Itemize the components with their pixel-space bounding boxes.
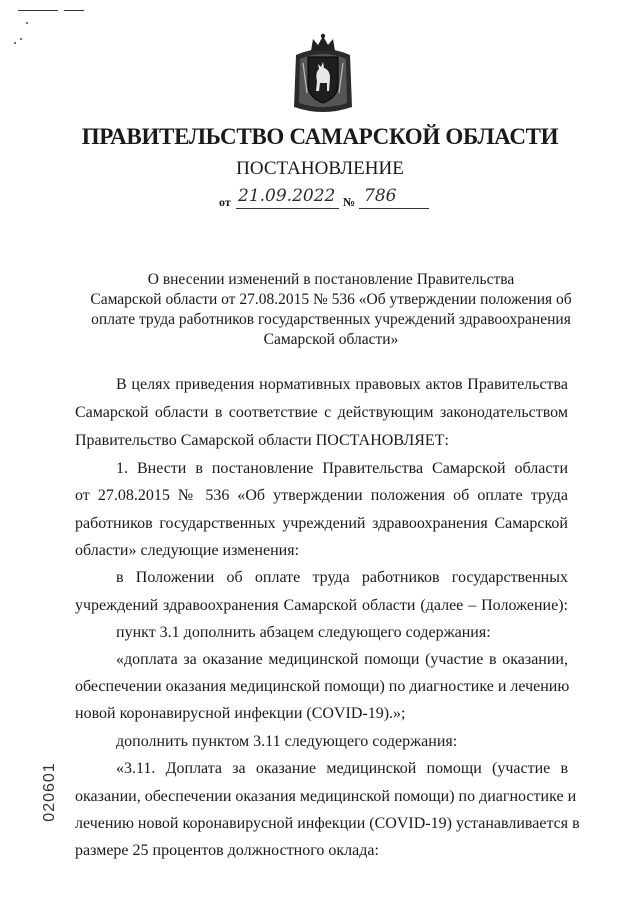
subject-line: Самарской области от 27.08.2015 № 536 «Об утверждении положения об [90,291,572,308]
body-line: области» следующие изменения: [75,542,300,559]
scan-line [64,10,84,11]
document-subject [86,270,576,350]
body-line: учреждений здравоохранения Самарской области (далее – Положение): [75,597,568,614]
subject-line: О внесении изменений в постановление Правительства [147,271,515,288]
scan-line [18,10,58,11]
body-line: пункт 3.1 дополнить абзацем следующего содержания: [116,624,491,641]
number-label: № [343,195,356,209]
scan-speck [14,42,16,44]
body-line: лечению новой коронавирусной инфекции (COVID-19) устанавливается в [75,815,580,832]
body-line: оказании, обеспечении оказания медицинской помощи) по диагностике и [75,788,577,805]
samara-coat-of-arms-icon [292,33,354,115]
body-line: работников государственных учреждений здравоохранения Самарской [75,515,568,532]
body-line: 1. Внести в постановление Правительства Самарской области [116,460,568,477]
document-type: ПОСТАНОВЛЕНИЕ [236,158,404,179]
body-line: размере 25 процентов должностного оклада: [75,842,379,859]
date-value: 21.09.2022 [238,186,336,206]
number-value: 786 [364,186,397,206]
date-number-line [219,186,439,214]
subject-line: Самарской области» [263,331,399,348]
scan-speck [20,38,22,40]
body-line: от 27.08.2015 № 536 «Об утверждении положения об оплате труда [75,487,568,504]
body-line: дополнить пунктом 3.11 следующего содержания: [116,733,458,750]
body-line: Самарской области в соответствие с действующим законодательством [75,404,568,421]
body-line: Правительство Самарской области ПОСТАНОВЛЯЕТ: [75,432,449,449]
body-line: «доплата за оказание медицинской помощи (участие в оказании, [116,651,568,668]
body-line: В целях приведения нормативных правовых актов Правительства [116,376,568,393]
number-underline [359,208,429,209]
body-line: новой коронавирусной инфекции (COVID-19).»; [75,705,406,722]
scan-speck [26,22,28,24]
body-line: обеспечении оказания медицинской помощи) по диагностике и лечению [75,678,570,695]
body-line: в Положении об оплате труда работников государственных [116,569,568,586]
body-line: «3.11. Доплата за оказание медицинской помощи (участие в [116,760,568,777]
date-underline [236,208,339,209]
government-title: ПРАВИТЕЛЬСТВО САМАРСКОЙ ОБЛАСТИ [81,124,559,149]
subject-line: оплате труда работников государственных учреждений здравоохранения [91,311,571,328]
date-label: от [219,195,231,209]
side-registration-number: 020601 [41,762,58,822]
